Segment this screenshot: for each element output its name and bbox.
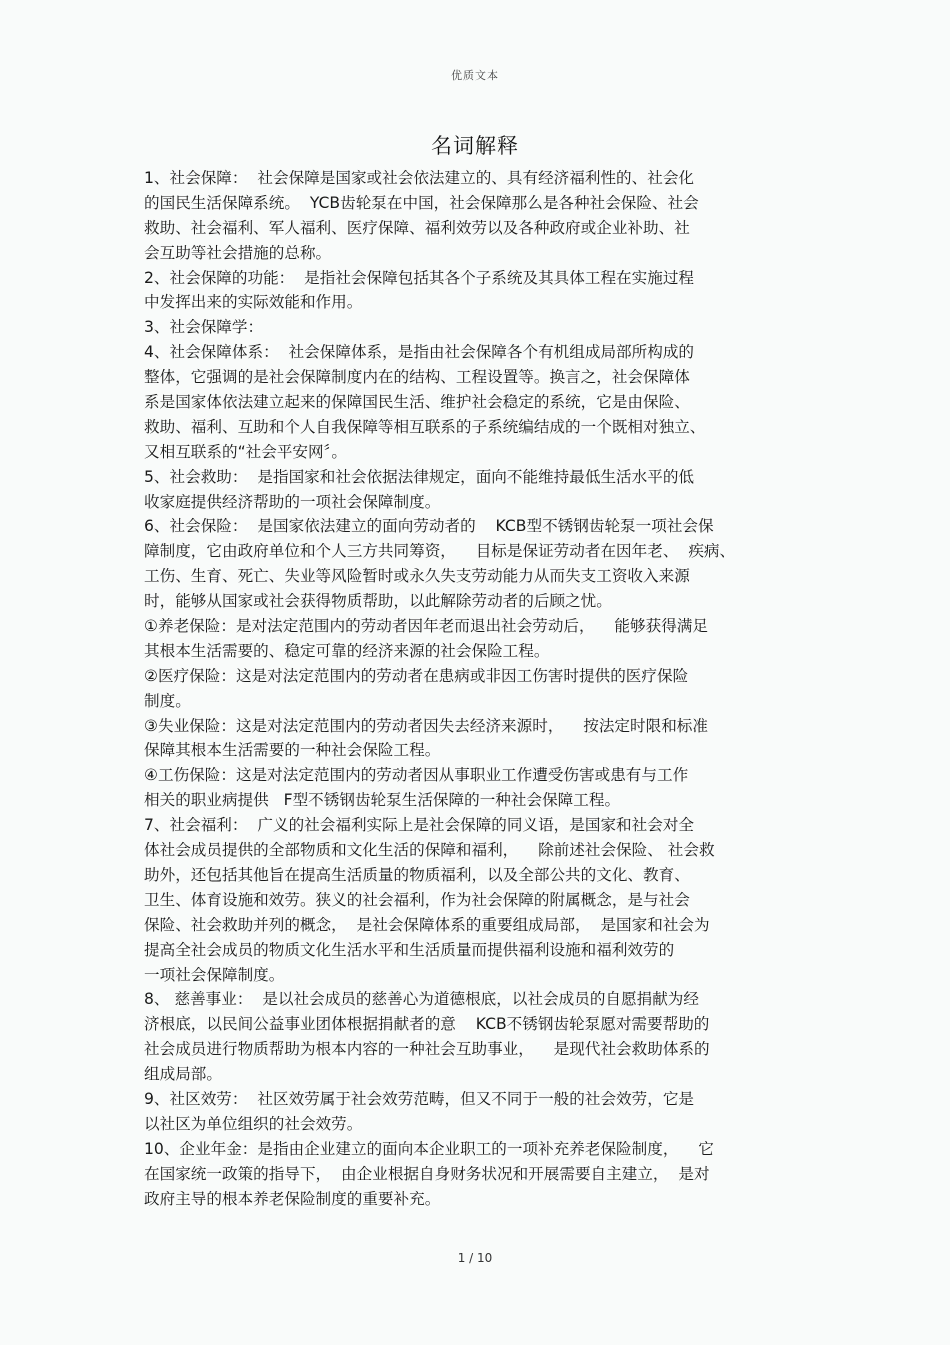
- text-line: ①养老保险：是对法定范围内的劳动者因年老而退出社会劳动后， 能够获得满足: [144, 617, 708, 636]
- text-line: 8、 慈善事业： 是以社会成员的慈善心为道德根底，以社会成员的自愿捐献为经: [144, 990, 699, 1009]
- text-line: 救助、社会福利、军人福利、医疗保障、福利效劳以及各种政府或企业补助、社: [144, 218, 690, 237]
- text-line: 在国家统一政策的指导下， 由企业根据自身财务状况和开展需要自主建立， 是对: [144, 1164, 710, 1183]
- page-number: 1 / 10: [457, 1251, 493, 1265]
- text-line: 又相互联系的“社会平安网〞。: [144, 442, 347, 461]
- text-line: 保障其根本生活需要的一种社会保险工程。: [144, 741, 441, 760]
- text-line: 工伤、生育、死亡、失业等风险暂时或永久失支劳动能力从而失支工资收入来源: [144, 567, 690, 586]
- text-line: 保险、社会救助并列的概念， 是社会保障体系的重要组成局部， 是国家和社会为: [144, 915, 710, 934]
- text-line: 整体，它强调的是社会保障制度内在的结构、工程设置等。换言之，社会保障体: [144, 368, 690, 387]
- text-line: 3、社会保障学：: [144, 318, 264, 337]
- text-line: 体社会成员提供的全部物质和文化生活的保障和福利， 除前述社会保险、 社会救: [144, 841, 715, 860]
- text-line: 4、社会保障体系： 社会保障体系，是指由社会保障各个有机组成局部所构成的: [144, 343, 695, 362]
- text-line: 卫生、体育设施和效劳。狭义的社会福利，作为社会保障的附属概念，是与社会: [144, 890, 690, 909]
- text-line: 助外，还包括其他旨在提高生活质量的物质福利，以及全部公共的文化、教育、: [144, 865, 690, 884]
- document-body: [144, 166, 814, 1211]
- text-line: 政府主导的根本养老保险制度的重要补充。: [144, 1189, 441, 1208]
- text-line: 制度。: [144, 691, 191, 710]
- text-line: 济根底，以民间公益事业团体根据捐献者的意 KCB不锈钢齿轮泵愿对需要帮助的: [144, 1015, 710, 1034]
- text-line: 社会成员进行物质帮助为根本内容的一种社会互助事业， 是现代社会救助体系的: [144, 1040, 710, 1059]
- text-line: 障制度，它由政府单位和个人三方共同筹资， 目标是保证劳动者在因年老、 疾病、: [144, 542, 736, 561]
- text-line: 救助、福利、互助和个人自我保障等相互联系的子系统编结成的一个既相对独立、: [144, 417, 706, 436]
- text-line: 相关的职业病提供 F型不锈钢齿轮泵生活保障的一种社会保障工程。: [144, 791, 621, 810]
- text-line: ④工伤保险：这是对法定范围内的劳动者因从事职业工作遭受伤害或患有与工作: [144, 766, 689, 785]
- text-line: 6、社会保险： 是国家依法建立的面向劳动者的 KCB型不锈钢齿轮泵一项社会保: [144, 517, 714, 536]
- text-line: 的国民生活保障系统。 YCB齿轮泵在中国，社会保障那么是各种社会保险、社会: [144, 193, 699, 212]
- text-line: 以社区为单位组织的社会效劳。: [144, 1114, 363, 1133]
- text-line: 7、社会福利： 广义的社会福利实际上是社会保障的同义语，是国家和社会对全: [144, 816, 695, 835]
- text-line: 提高全社会成员的物质文化生活水平和生活质量而提供福利设施和福利效劳的: [144, 940, 675, 959]
- text-line: 2、社会保障的功能： 是指社会保障包括其各个子系统及其具体工程在实施过程: [144, 268, 695, 287]
- text-line: 组成局部。: [144, 1065, 222, 1084]
- text-line: 10、企业年金：是指由企业建立的面向本企业职工的一项补充养老保险制度， 它: [144, 1139, 714, 1158]
- text-line: 9、社区效劳： 社区效劳属于社会效劳范畴，但又不同于一般的社会效劳，它是: [144, 1089, 695, 1108]
- text-line: 会互助等社会措施的总称。: [144, 243, 332, 262]
- page-header: 优质文本: [451, 69, 499, 82]
- text-line: ③失业保险：这是对法定范围内的劳动者因失去经济来源时， 按法定时限和标准: [144, 716, 708, 735]
- text-line: 5、社会救助： 是指国家和社会依据法律规定，面向不能维持最低生活水平的低: [144, 467, 695, 486]
- text-line: 1、社会保障： 社会保障是国家或社会依法建立的、具有经济福利性的、社会化: [144, 169, 695, 187]
- text-line: 收家庭提供经济帮助的一项社会保障制度。: [144, 492, 441, 511]
- text-line: ②医疗保险：这是对法定范围内的劳动者在患病或非因工伤害时提供的医疗保险: [144, 666, 689, 685]
- text-line: 系是国家体依法建立起来的保障国民生活、维护社会稳定的系统，它是由保险、: [144, 393, 690, 412]
- text-line: 其根本生活需要的、稳定可靠的经济来源的社会保险工程。: [144, 641, 550, 660]
- page-title: 名词解释: [431, 134, 519, 158]
- text-line: 中发挥出来的实际效能和作用。: [144, 293, 363, 312]
- text-line: 时，能够从国家或社会获得物质帮助，以此解除劳动者的后顾之忧。: [144, 592, 612, 611]
- text-line: 一项社会保障制度。: [144, 965, 285, 984]
